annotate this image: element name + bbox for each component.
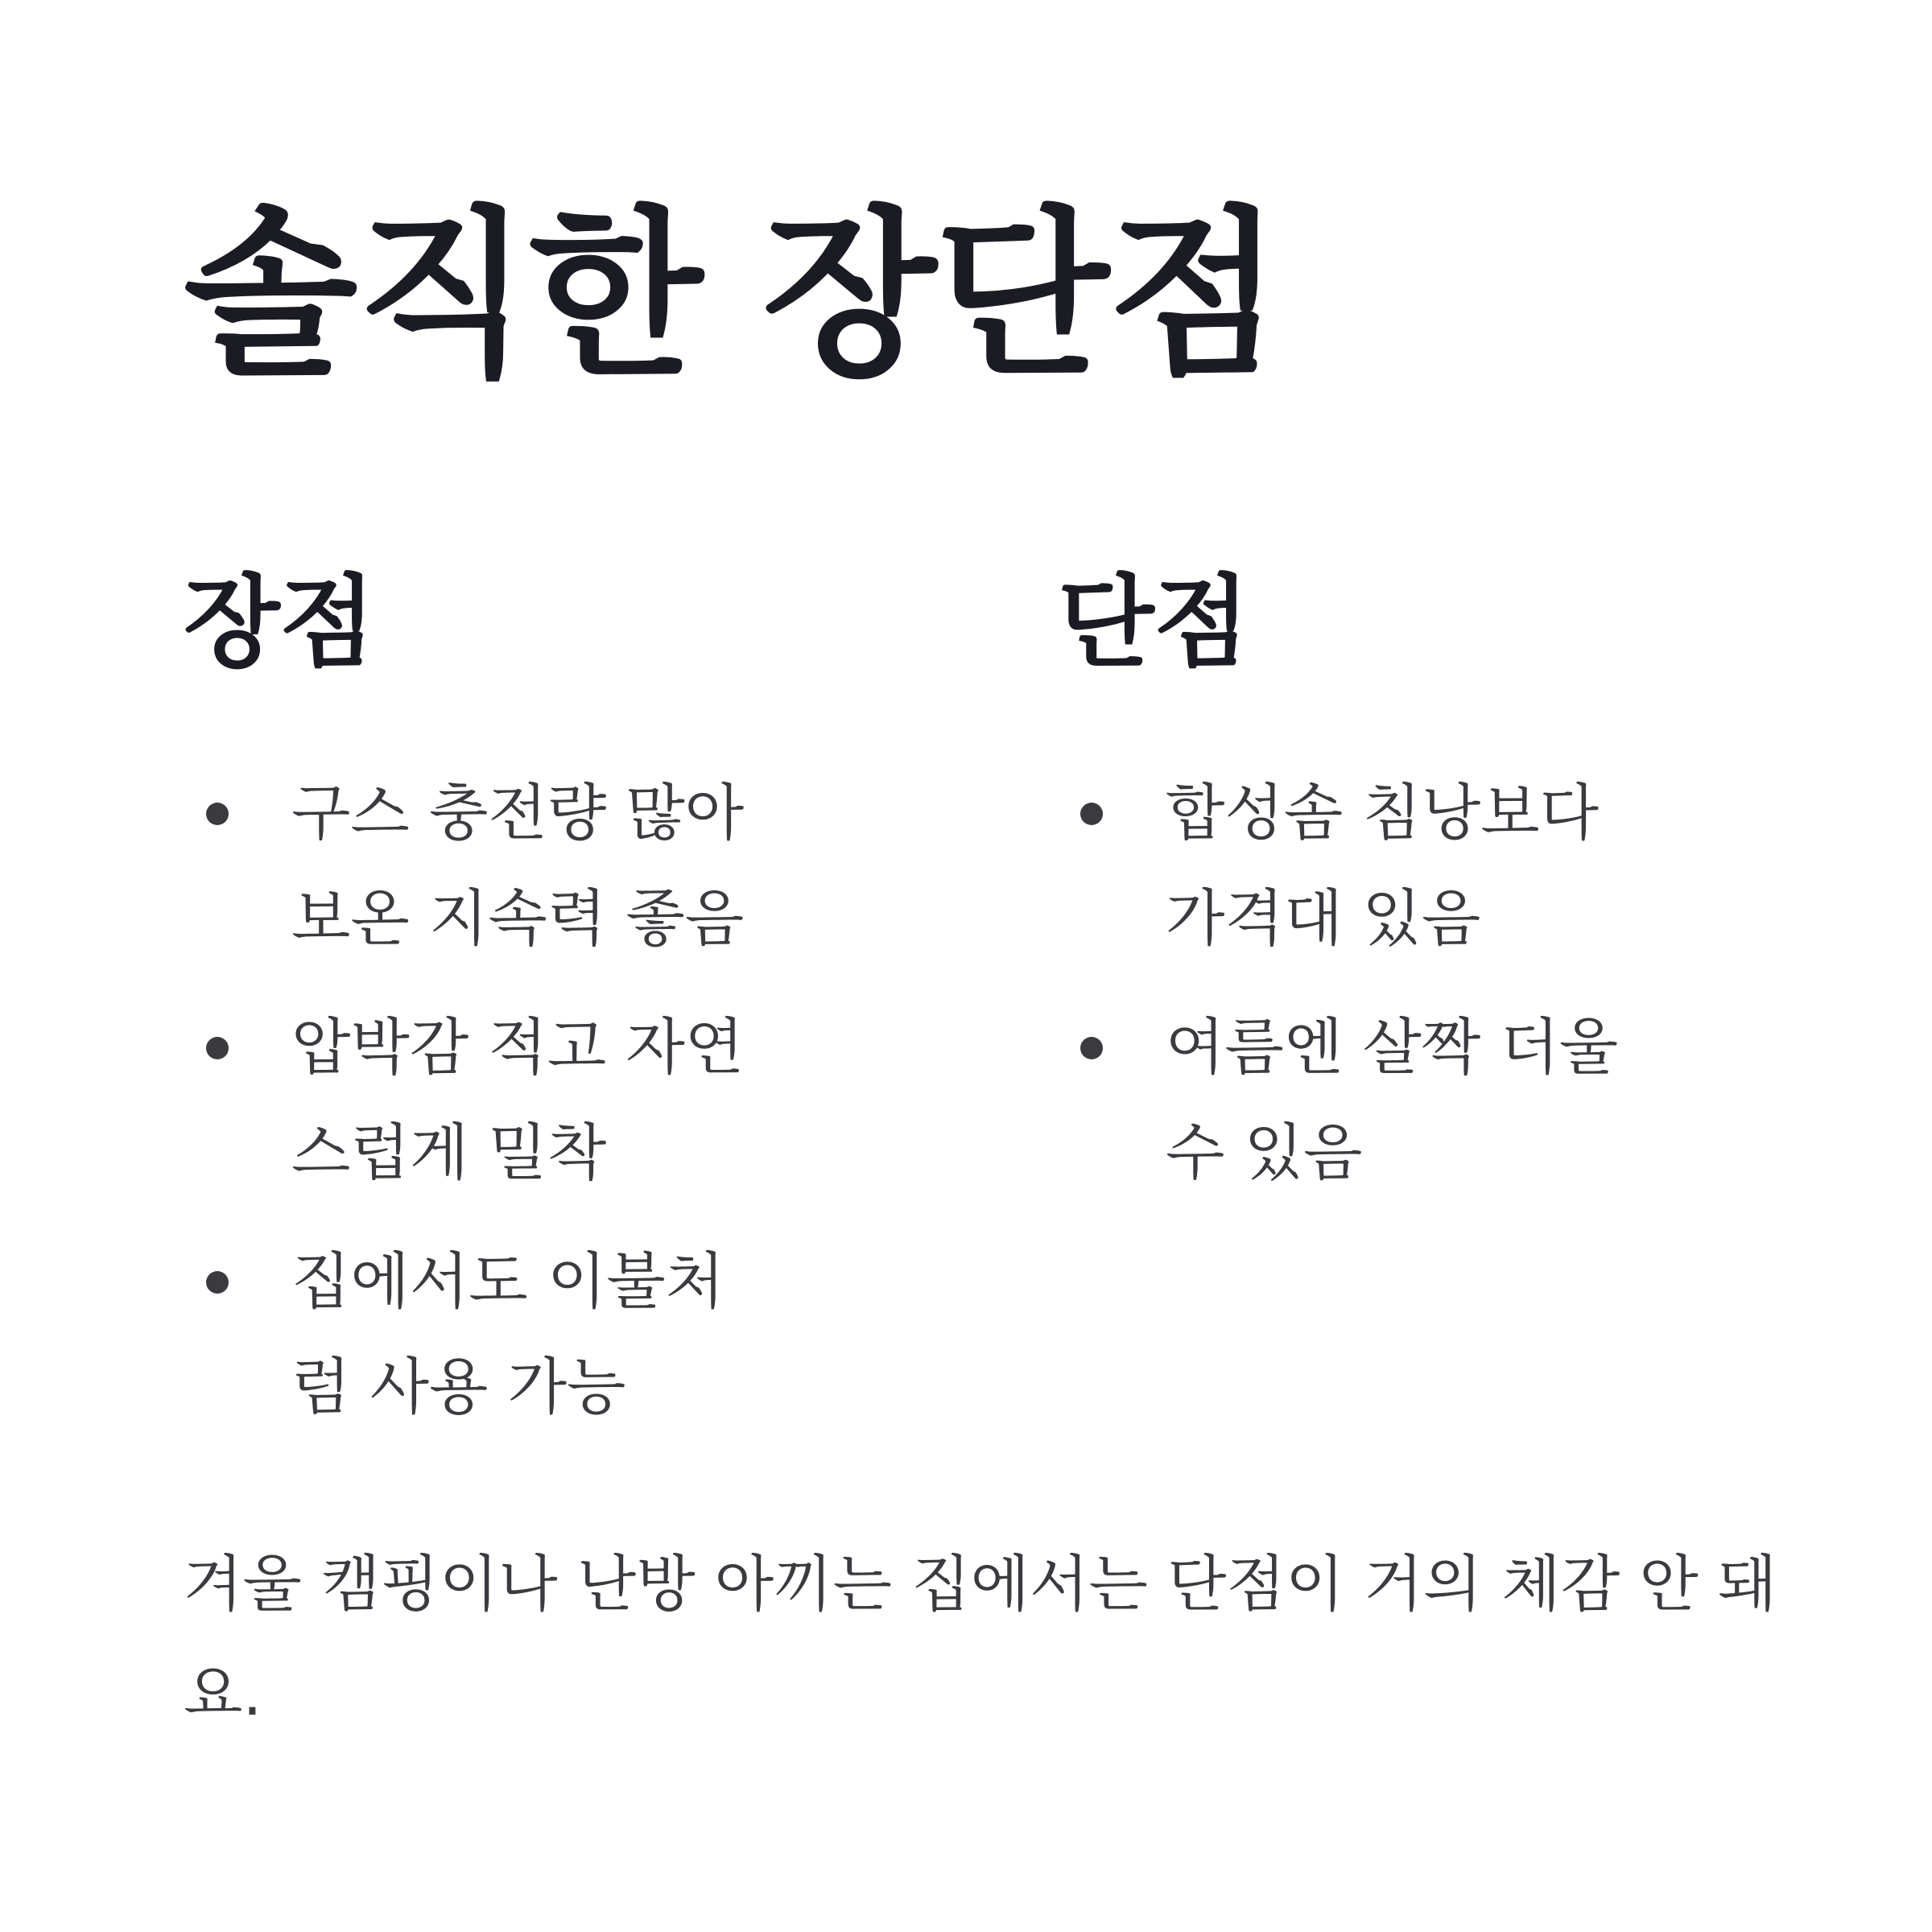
cons-list (1058, 760, 1782, 1228)
summary-text: 겨울 캠핑이나 난방 아끼는 집에서는 단점이 거의 체감 안 돼요. (184, 1548, 1777, 1729)
cons-heading: 단점 (1058, 565, 1249, 681)
pros-heading: 장점 (184, 565, 375, 681)
bullet-icon (1080, 1037, 1103, 1059)
cons-column (1058, 564, 1782, 1188)
bullet-icon (1080, 803, 1103, 825)
pros-list (184, 760, 908, 1463)
cons-item-text: 여름엔 살짝 더울 수 있음 (1166, 1011, 1619, 1188)
pros-item-text: 압박감 적고 자연스럽게 밀착 (291, 1011, 745, 1188)
bullet-icon (206, 1271, 229, 1294)
bullet-icon (206, 1037, 229, 1059)
cons-list-item (1058, 760, 1662, 971)
pros-list-item (184, 760, 747, 971)
page-title: 솔직한 장단점 (184, 190, 1281, 400)
pros-item-text: 구스 충전량 많아 보온 지속력 좋음 (291, 777, 745, 954)
cons-list-item (1058, 994, 1662, 1205)
pros-item-text: 집에서도 이불처럼 사용 가능 (291, 1245, 725, 1422)
pros-list-item (184, 1228, 747, 1439)
bullet-icon (206, 803, 229, 825)
cons-item-text: 합성솜 침낭보다 가격대 있음 (1166, 777, 1600, 954)
pros-list-item (184, 994, 747, 1205)
pros-column (184, 564, 908, 1422)
